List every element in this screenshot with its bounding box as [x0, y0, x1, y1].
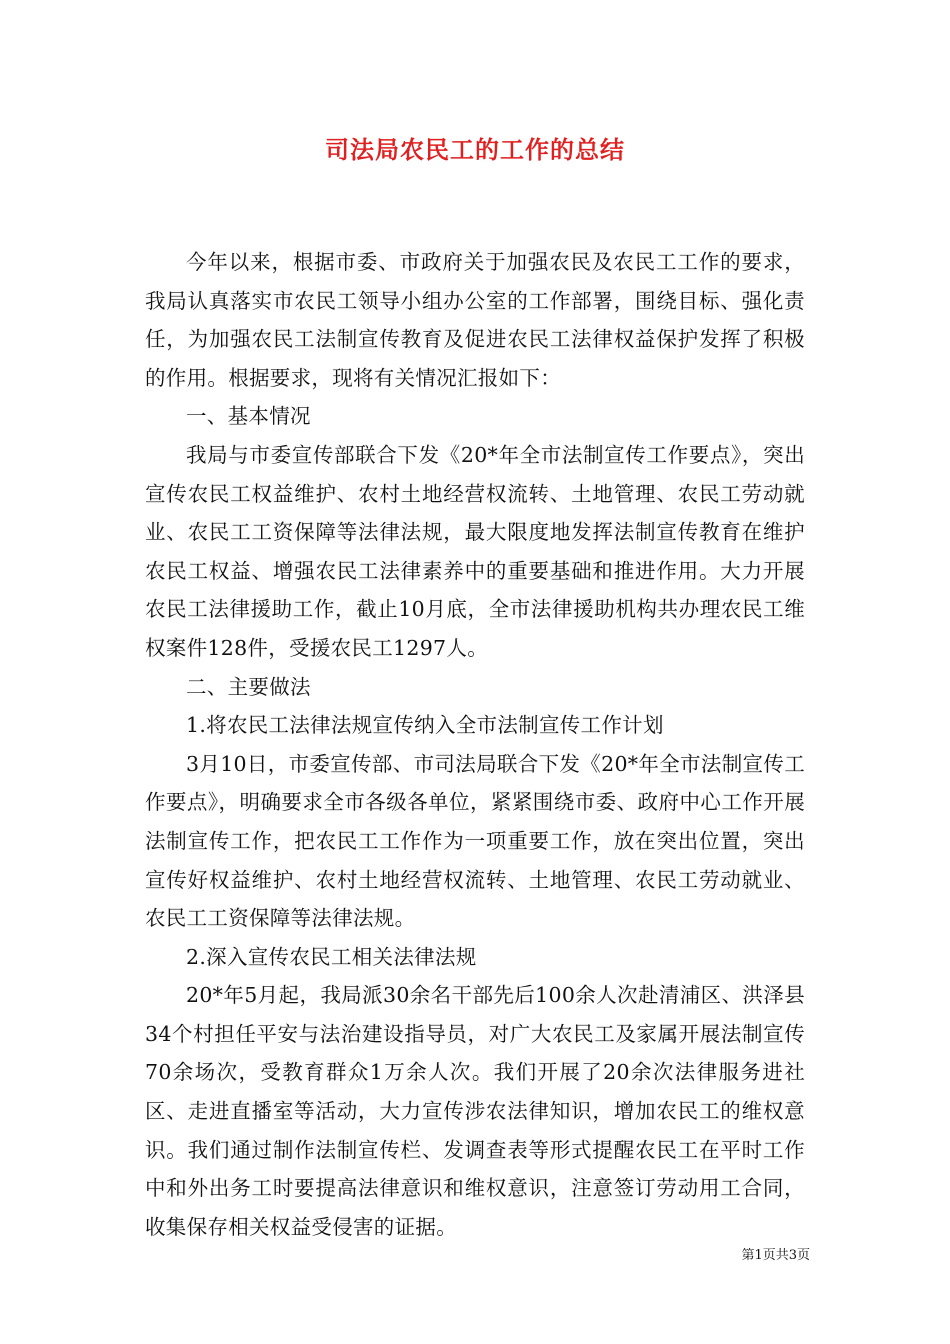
paragraph-basic: 我局与市委宣传部联合下发《20*年全市法制宣传工作要点》，突出宣传农民工权益维护、农村土地经营权流转、土地管理、农民工劳动就业、农民工工资保障等法律法规，最大限度地发挥法制宣传教育在维护农民工权益、增强农民工法律素养中的重要基础和推进作用。大力开展农民工法律援助工作，截止10月底，全市法律援助机构共办理农民工维权案件128件，受援农民工1297人。	[145, 442, 805, 660]
paragraph-method-2: 20*年5月起，我局派30余名干部先后100余人次赴清浦区、洪泽县34个村担任平安与法治建设指导员，对广大农民工及家属开展法制宣传70余场次，受教育群众1万余人次。我们开展了20余次法律服务进社区、走进直播室等活动，大力宣传涉农法律知识，增加农民工的维权意识。我们通过制作法制宣传栏、发调查表等形式提醒农民工在平时工作中和外出务工时要提高法律意识和维权意识，注意签订劳动用工合同，收集保存相关权益受侵害的证据。	[145, 983, 805, 1239]
document-body	[145, 243, 805, 1246]
document-title: 司法局农民工的工作的总结	[325, 135, 625, 164]
subheading-2: 2.深入宣传农民工相关法律法规	[186, 944, 477, 969]
subheading-1: 1.将农民工法律法规宣传纳入全市法制宣传工作计划	[186, 713, 664, 738]
section-heading-methods: 二、主要做法	[186, 674, 311, 699]
paragraph-intro: 今年以来，根据市委、市政府关于加强农民及农民工工作的要求，我局认真落实市农民工领导小组办公室的工作部署，围绕目标、强化责任，为加强农民工法制宣传教育及促进农民工法律权益保护发挥了积极的作用。根据要求，现将有关情况汇报如下：	[145, 250, 805, 390]
page-footer: 第1页共3页	[741, 1248, 810, 1263]
section-heading-basic: 一、基本情况	[186, 404, 311, 429]
paragraph-method-1: 3月10日，市委宣传部、市司法局联合下发《20*年全市法制宣传工作要点》，明确要求全市各级各单位，紧紧围绕市委、政府中心工作开展法制宣传工作，把农民工工作作为一项重要工作，放在突出位置，突出宣传好权益维护、农村土地经营权流转、土地管理、农民工劳动就业、农民工工资保障等法律法规。	[145, 751, 805, 931]
